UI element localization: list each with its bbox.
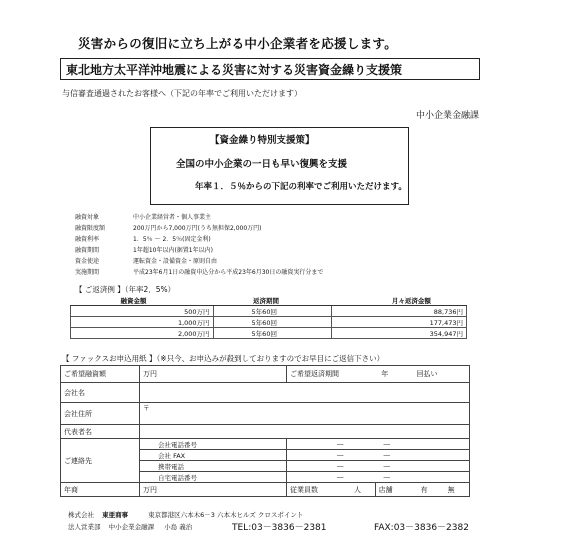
company-name-field[interactable] [140, 383, 470, 403]
footer-company-line [68, 510, 303, 519]
term-label: 実施期間 [75, 269, 100, 276]
term-value: 1．5％ 〜 2．5％(固定金利) [133, 236, 211, 243]
repayment-table [70, 295, 467, 339]
mobile-phone-field[interactable] [287, 461, 470, 472]
company-name: 東亜商事 [102, 511, 129, 519]
contact-item-label: 会社 FAX [140, 450, 287, 461]
separator: ― [383, 462, 390, 470]
table-cell: 354,947円 [332, 328, 467, 339]
term-label: 融資限度額 [75, 225, 106, 232]
contact-item-label: 自宅電話番号 [140, 472, 287, 483]
table-cell: 500万円 [71, 306, 214, 317]
separator: ― [337, 473, 344, 481]
store-option-have[interactable]: 有 [420, 485, 428, 494]
intro-text: 与信審査通過されたお客様へ（下記の年率でご利用いただけます） [62, 89, 302, 98]
table-row [71, 317, 467, 328]
page-title: 災害からの復旧に立ち上がる中小企業者を応援します。 [78, 36, 398, 51]
form-row [61, 366, 470, 383]
table-cell: 5年60回 [213, 328, 332, 339]
table-cell: 177,473円 [332, 317, 467, 328]
column-header: 月々返済金額 [332, 295, 467, 306]
annual-sales-label: 年商 [61, 483, 140, 497]
form-row [61, 383, 470, 403]
term-label: 融資利率 [75, 236, 100, 243]
table-row [71, 306, 467, 317]
times-unit: 回払い [416, 370, 438, 378]
postal-mark: 〒 [143, 404, 150, 412]
contact-person: 小島 義治 [164, 523, 193, 531]
repayment-title: 【 ご返済例 】（年率2．5%） [75, 285, 176, 294]
term-value: 200万円から7,000万円(うち無担保2,000万円) [133, 225, 262, 232]
separator: ― [383, 473, 390, 481]
form-row [61, 483, 470, 497]
dept-name: 中小企業金融課 [108, 523, 155, 531]
representative-label: 代表者名 [61, 425, 140, 439]
table-cell: 88,736円 [332, 306, 467, 317]
contact-item-label: 携帯電話 [140, 461, 287, 472]
store-field[interactable] [375, 483, 469, 497]
company-address-field[interactable] [140, 403, 470, 425]
company-name-label: 会社名 [61, 383, 140, 403]
store-option-none[interactable]: 無 [447, 485, 455, 494]
desired-amount-field[interactable] [140, 366, 287, 383]
representative-field[interactable] [140, 425, 470, 439]
home-phone-field[interactable] [287, 472, 470, 483]
special-support-title: 【資金繰り特別支援策】 [210, 135, 315, 146]
table-row [71, 328, 467, 339]
table-cell: 5年60回 [213, 317, 332, 328]
sales-unit: 万円 [143, 485, 157, 494]
term-label: 融資期間 [75, 247, 100, 254]
dept-label: 法人営業部 [68, 523, 101, 531]
table-cell: 1,000万円 [71, 317, 214, 328]
term-label: 資金使途 [75, 258, 100, 265]
fax-application-form [60, 365, 470, 497]
special-support-line2: 年率１．５％からの下記の利率でご利用いただけます。 [195, 182, 407, 192]
company-fax-field[interactable] [287, 450, 470, 461]
separator: ― [337, 462, 344, 470]
table-cell: 2,000万円 [71, 328, 214, 339]
separator: ― [383, 451, 390, 459]
special-support-line1: 全国の中小企業の一日も早い復興を支援 [176, 159, 348, 170]
company-phone-field[interactable] [287, 439, 470, 450]
column-header: 返済期間 [213, 295, 332, 306]
company-label: 株式会社 [68, 511, 94, 519]
separator: ― [337, 440, 344, 448]
person-unit: 人 [354, 485, 361, 494]
desired-amount-label: ご希望融資額 [61, 366, 140, 383]
contact-item-label: 会社電話番号 [140, 439, 287, 450]
separator: ― [383, 440, 390, 448]
page-subtitle: 東北地方太平洋沖地震による災害に対する災害資金繰り支援策 [66, 63, 403, 77]
form-row [61, 403, 470, 425]
footer-dept-line [68, 522, 192, 531]
amount-unit: 万円 [143, 370, 157, 378]
store-label: 店舗 [378, 485, 393, 494]
term-value: 中小企業経営者・個人事業主 [133, 214, 212, 221]
term-value: 運転資金・設備資金・原則自由 [133, 258, 218, 265]
department-label: 中小企業金融課 [416, 111, 480, 121]
desired-term-field[interactable] [287, 366, 470, 383]
annual-sales-field[interactable] [140, 483, 287, 497]
fax-form-title: 【 ファックスお申込用紙 】（※只今、お申込みが殺到しておりますのでお早目にご返信下さい） [62, 354, 385, 363]
desired-term-label: ご希望返済期間 [290, 370, 339, 378]
company-address-label: 会社住所 [61, 403, 140, 425]
employees-label: 従業員数 [290, 485, 318, 494]
table-cell: 5年60回 [213, 306, 332, 317]
separator: ― [337, 451, 344, 459]
form-row [61, 439, 470, 450]
column-header: 融資金額 [71, 295, 214, 306]
year-unit: 年 [381, 370, 389, 378]
contact-label: ご連絡先 [61, 439, 140, 483]
term-label: 融資対象 [75, 214, 100, 221]
footer-fax: FAX:03－3836－2382 [374, 523, 469, 533]
term-value: 平成23年6月1日の融資申込分から平成23年6月30日の融資実行分まで [133, 269, 324, 276]
employees-field[interactable] [287, 483, 376, 497]
table-header-row [71, 295, 467, 306]
term-value: 1年超10年以内(据置1年以内) [133, 247, 213, 254]
company-address: 東京都港区六本木6－3 六本木ヒルズ クロスポイント [148, 511, 304, 519]
footer-tel: TEL:03－3836－2381 [232, 523, 327, 533]
form-row [61, 425, 470, 439]
